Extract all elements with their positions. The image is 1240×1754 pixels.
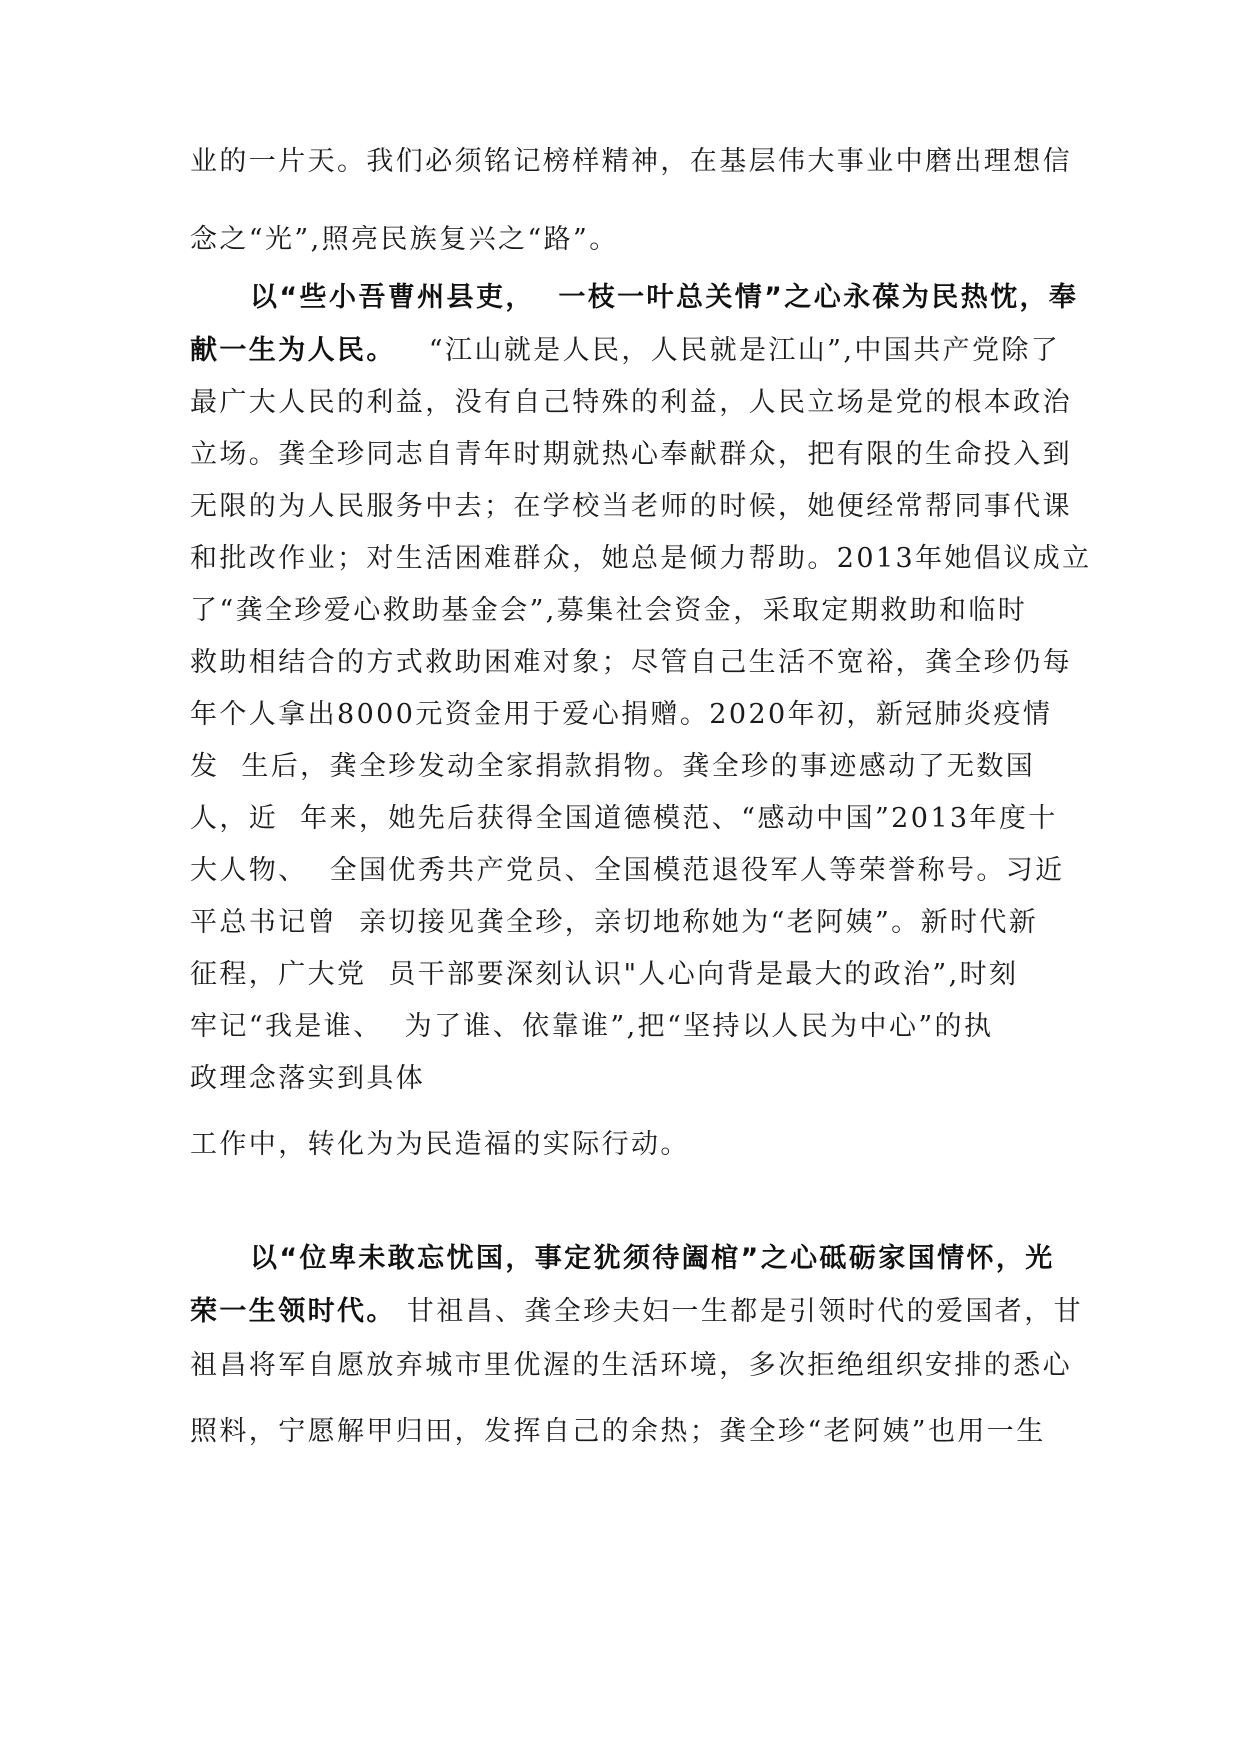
text-line <box>190 905 1038 941</box>
text-line <box>190 222 619 258</box>
bold-heading-text: 以“些小吾曹州县吏， 一枝一叶总关情”之心永葆为民热忱，奉 <box>250 282 1079 313</box>
body-text: 了“龚全珍爱心救助基金会”,募集社会资金，采取定期救助和临时 <box>190 595 1028 626</box>
text-line <box>190 1009 993 1045</box>
bold-heading-text: 以“位卑未敢忘忧国，事定犹须待阖棺”之心砥砺家国情怀，光 <box>250 1243 1055 1274</box>
text-line <box>190 957 1018 993</box>
body-text: 最广大人民的利益，没有自己特殊的利益，人民立场是党的根本政治 <box>190 387 1072 418</box>
body-text: “江山就是人民，人民就是江山”,中国共产党除了 <box>395 335 1061 366</box>
body-text: 救助相结合的方式救助困难对象；尽管自己生活不宽裕，龚全珍仍每 <box>190 647 1072 678</box>
body-text: 牢记“我是谁、 为了谁、依靠谁”,把“坚持以人民为中心”的执 <box>190 1011 994 1042</box>
text-line <box>190 801 1058 837</box>
body-text: 业的一片天。我们必须铭记榜样精神，在基层伟大事业中磨出理想信 <box>190 146 1072 177</box>
body-text: 平总书记曾 亲切接见龚全珍，亲切地称她为“老阿姨”。新时代新 <box>190 907 1039 938</box>
text-line <box>190 1061 425 1097</box>
text-line <box>190 489 1072 525</box>
text-line <box>190 541 1092 577</box>
text-line <box>190 1348 1072 1384</box>
body-text: 无限的为人民服务中去；在学校当老师的时候，她便经常帮同事代课 <box>190 491 1072 522</box>
body-text: 祖昌将军自愿放弃城市里优渥的生活环境，多次拒绝组织安排的悉心 <box>190 1350 1072 1381</box>
text-line <box>190 437 1072 473</box>
text-line <box>250 280 1078 316</box>
text-line <box>190 853 1065 889</box>
text-line <box>190 1294 1083 1330</box>
body-text: 念之“光”,照亮民族复兴之“路”。 <box>190 224 619 255</box>
text-line <box>190 1127 690 1163</box>
text-line <box>190 385 1072 421</box>
body-text: 人，近 年来，她先后获得全国道德模范、“感动中国”2013年度十 <box>190 803 1058 834</box>
bold-heading-text: 献一生为人民。 <box>190 335 396 366</box>
body-text: 和批改作业；对生活困难群众，她总是倾力帮助。2013年她倡议成立 <box>190 543 1092 574</box>
text-line <box>190 333 1060 369</box>
text-line <box>190 749 1035 785</box>
text-line <box>190 697 1052 733</box>
bold-heading-text: 荣一生领时代。 <box>190 1296 396 1327</box>
text-line <box>190 1414 1046 1450</box>
text-line <box>190 144 1072 180</box>
text-line <box>190 645 1072 681</box>
body-text: 立场。龚全珍同志自青年时期就热心奉献群众，把有限的生命投入到 <box>190 439 1072 470</box>
body-text: 发 生后，龚全珍发动全家捐款捐物。龚全珍的事迹感动了无数国 <box>190 751 1036 782</box>
body-text: 年个人拿出8000元资金用于爱心捐赠。2020年初，新冠肺炎疫情 <box>190 699 1053 730</box>
body-text: 工作中，转化为为民造福的实际行动。 <box>190 1129 690 1160</box>
body-text: 政理念落实到具体 <box>190 1063 426 1094</box>
body-text: 征程，广大党 员干部要深刻认识"人心向背是最大的政治”,时刻 <box>190 959 1019 990</box>
text-line <box>190 593 1027 629</box>
body-text: 大人物、 全国优秀共产党员、全国模范退役军人等荣誉称号。习近 <box>190 855 1065 886</box>
text-line <box>250 1241 1055 1277</box>
body-text: 照料，宁愿解甲归田，发挥自己的余热；龚全珍“老阿姨”也用一生 <box>190 1416 1046 1447</box>
body-text: 甘祖昌、龚全珍夫妇一生都是引领时代的爱国者，甘 <box>395 1296 1083 1327</box>
